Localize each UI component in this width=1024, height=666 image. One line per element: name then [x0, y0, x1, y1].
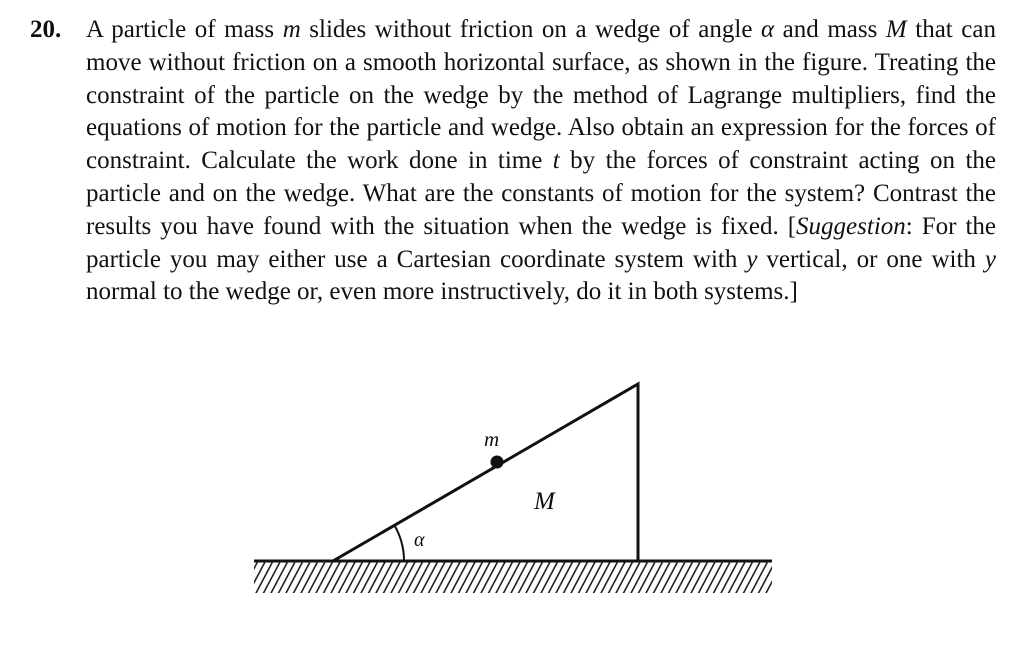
text-run: : For the particle you may either use a Cartesian coordinate system with — [86, 212, 996, 273]
problem-number: 20. — [30, 16, 62, 43]
problem-block — [30, 14, 996, 309]
ground-hatching — [240, 561, 813, 595]
math-symbol: M — [885, 16, 907, 43]
math-symbol: y — [746, 245, 758, 273]
particle-label: m — [484, 427, 500, 451]
wedge-triangle — [333, 384, 638, 561]
math-symbol: Suggestion — [796, 212, 906, 240]
math-symbol: y — [984, 245, 996, 273]
text-run: and mass — [774, 16, 886, 43]
particle-dot — [491, 456, 504, 469]
text-run: normal to the wedge or, even more instructively, do it in both systems.] — [86, 278, 798, 306]
text-run: by the forces of constraint acting on the particle and on the wedge. What are the constants of motion for the system? Contrast the results you have found with the situation when the wedge is fixed. [ — [86, 147, 996, 240]
problem-text — [86, 14, 996, 309]
math-symbol: m — [282, 16, 301, 43]
text-run: that can move without friction on a smooth horizontal surface, as shown in the figure. Treating the constraint of the particle on the wedge by the method of Lagrange multipliers, find the equations of motion for the particle and wedge. Also obtain an expression for the forces of constraint. Calculate the work done in time — [86, 16, 996, 175]
angle-arc — [394, 525, 404, 561]
text-run: A particle of mass — [86, 16, 283, 43]
math-symbol: t — [552, 147, 560, 175]
wedge-label: M — [534, 488, 555, 515]
math-symbol: α — [760, 16, 775, 43]
text-run: slides without friction on a wedge of angle — [300, 16, 761, 43]
angle-label: α — [414, 529, 425, 551]
text-run: vertical, or one with — [757, 245, 985, 273]
